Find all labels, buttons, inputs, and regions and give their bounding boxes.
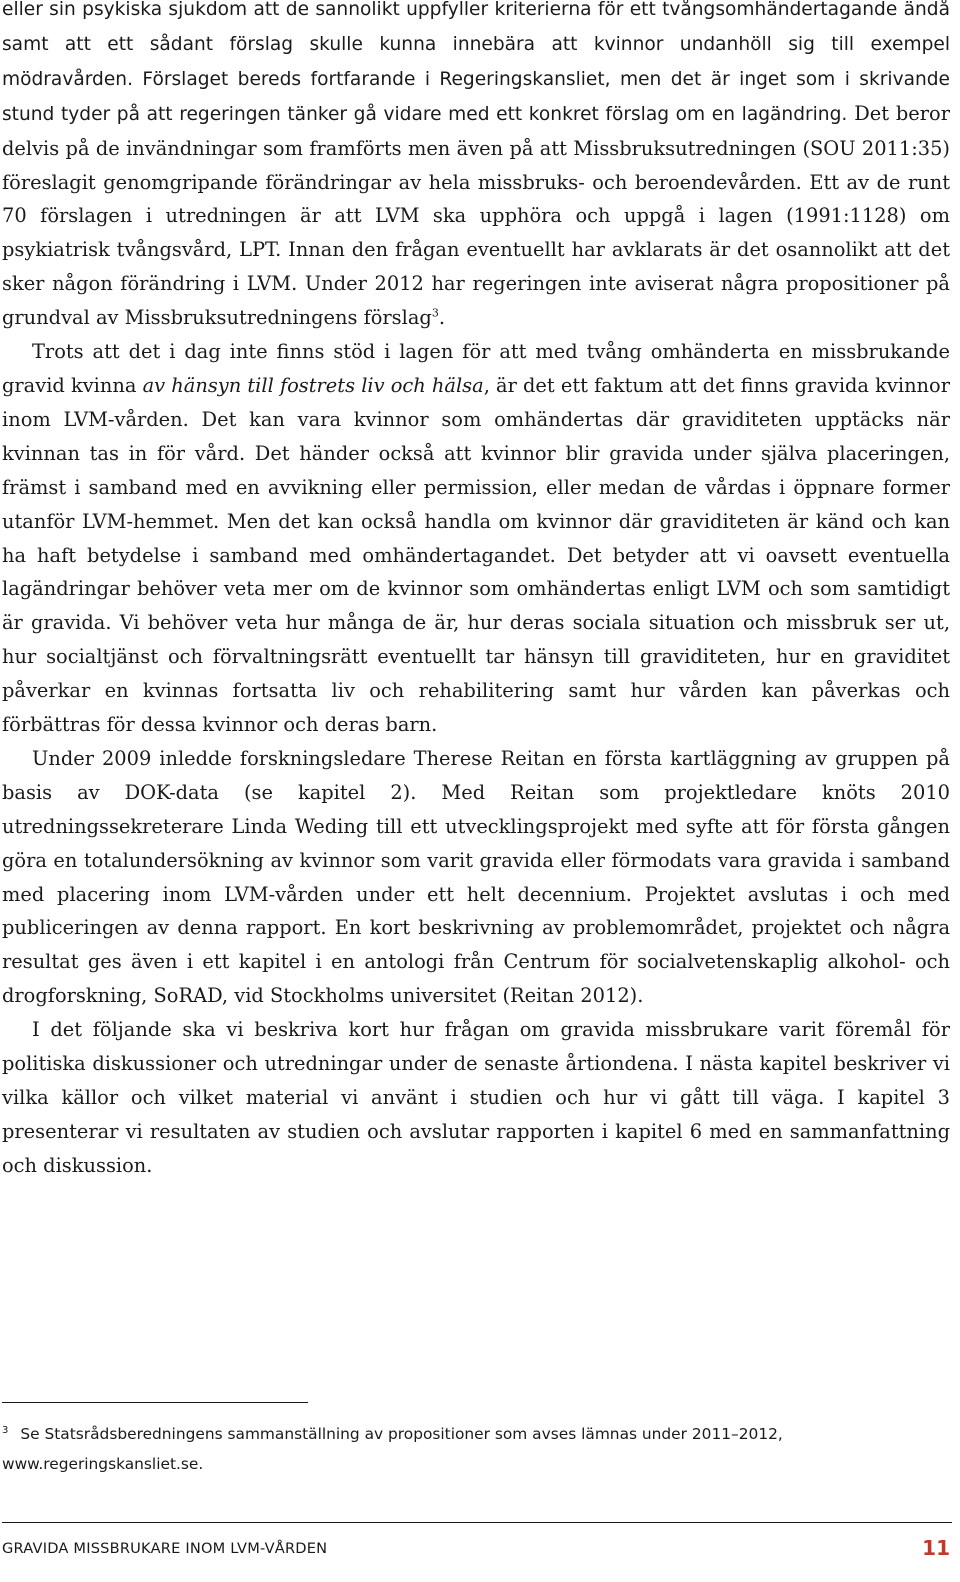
paragraph-1 <box>2 0 950 335</box>
paragraph-1-text: Det beror delvis på de invändningar som framförts men även på att Missbruksutredningen (SOU 2011:35) föreslagit genomgripande förändringar av hela missbruks- och beroendevården. Ett av de runt 70 förslagen i utredningen är att LVM ska upphöra och uppgå i lagen (1991:1128) om psykiatrisk tvångsvård, LPT. Innan den frågan eventuellt har avklarats är det osannolikt att det sker någon förändring i LVM. Under 2012 har regeringen inte aviserat några propositioner på grundval av Missbruksutredningens förslag <box>2 101 950 330</box>
paragraph-2-italic: av hänsyn till fostrets liv och hälsa <box>142 373 484 397</box>
paragraph-2-before: Trots att det i dag inte finns stöd i lagen för att med tvång omhänderta en missbrukande gravid kvinna <box>2 340 950 397</box>
footnote-number: 3 <box>2 1424 9 1436</box>
paragraph-3-text: Under 2009 inledde forskningsledare Therese Reitan en första kartläggning av gruppen på basis av DOK-data (se kapitel 2). Med Reitan som projektledare knöts 2010 utredningssekreterare Linda Weding till ett utvecklingsprojekt med syfte att för första gången göra en totalundersökning av kvinnor som varit gravida eller förmodats vara gravida i samband med placering inom LVM-vården under ett helt decennium. Projektet avslutas i och med publiceringen av denna rapport. En kort beskrivning av problemområdet, projektet och några resultat ges även i ett kapitel i en antologi från Centrum för socialvetenskaplig alkohol- och drogforskning, SoRAD, vid Stockholms universitet (Reitan 2012). <box>2 746 950 1008</box>
main-text <box>2 0 950 1183</box>
paragraph-1-lead: eller sin psykiska sjukdom att de sannolikt uppfyller kriterierna för ett tvångsomhändertagande ändå samt att ett sådant förslag skulle kunna innebära att kvinnor undanhöll sig till exempel mödravården. Förslaget bereds fortfarande i Regeringskansliet, men det är inget som i skrivande stund tyder på att regeringen tänker gå vidare med ett konkret förslag om en lagändring. <box>2 0 950 125</box>
paragraph-2-after: , är det ett faktum att det finns gravida kvinnor inom LVM-vården. Det kan vara kvinnor som omhändertas där graviditeten upptäcks när kvinnan tas in för vård. Det händer också att kvinnor blir gravida under själva placeringen, främst i samband med en avvikning eller permission, eller medan de vårdas i öppnare former utanför LVM-hemmet. Men det kan också handla om kvinnor där graviditeten är känd och kan ha haft betydelse i samband med omhändertagandet. Det betyder att vi oavsett eventuella lagändringar behöver veta mer om de kvinnor som omhändertas enligt LVM och som samtidigt är gravida. Vi behöver veta hur många de är, hur deras sociala situation och missbruk ser ut, hur socialtjänst och förvaltningsrätt eventuellt tar hänsyn till graviditeten, hur en graviditet påverkar en kvinnas fortsatta liv och rehabilitering samt hur vården kan påverkas och förbättras för dessa kvinnor och deras barn. <box>2 373 950 737</box>
paragraph-4-text: I det följande ska vi beskriva kort hur frågan om gravida missbrukare varit föremål för politiska diskussioner och utredningar under de senaste årtiondena. I nästa kapitel beskriver vi vilka källor och vilket material vi använt i studien och hur vi gått till väga. I kapitel 3 presenterar vi resultaten av studien och avslutar rapporten i kapitel 6 med en sammanfattning och diskussion. <box>2 1018 950 1177</box>
footnote-text: Se Statsrådsberedningens sammanställning av propositioner som avses lämnas under 2011–2012, www.regeringskansliet.se. <box>2 1425 783 1473</box>
paragraph-1-tail: . <box>438 306 445 330</box>
paragraph-4 <box>2 1013 950 1183</box>
footnote-reference[interactable]: 3 <box>431 306 439 320</box>
running-title: GRAVIDA MISSBRUKARE INOM LVM-VÅRDEN <box>2 1540 328 1557</box>
footnote <box>2 1419 950 1479</box>
paragraph-3 <box>2 742 950 1013</box>
footer-divider <box>2 1522 952 1523</box>
paragraph-2 <box>2 335 950 742</box>
footnote-divider <box>2 1402 308 1403</box>
page-number: 11 <box>922 1536 950 1560</box>
